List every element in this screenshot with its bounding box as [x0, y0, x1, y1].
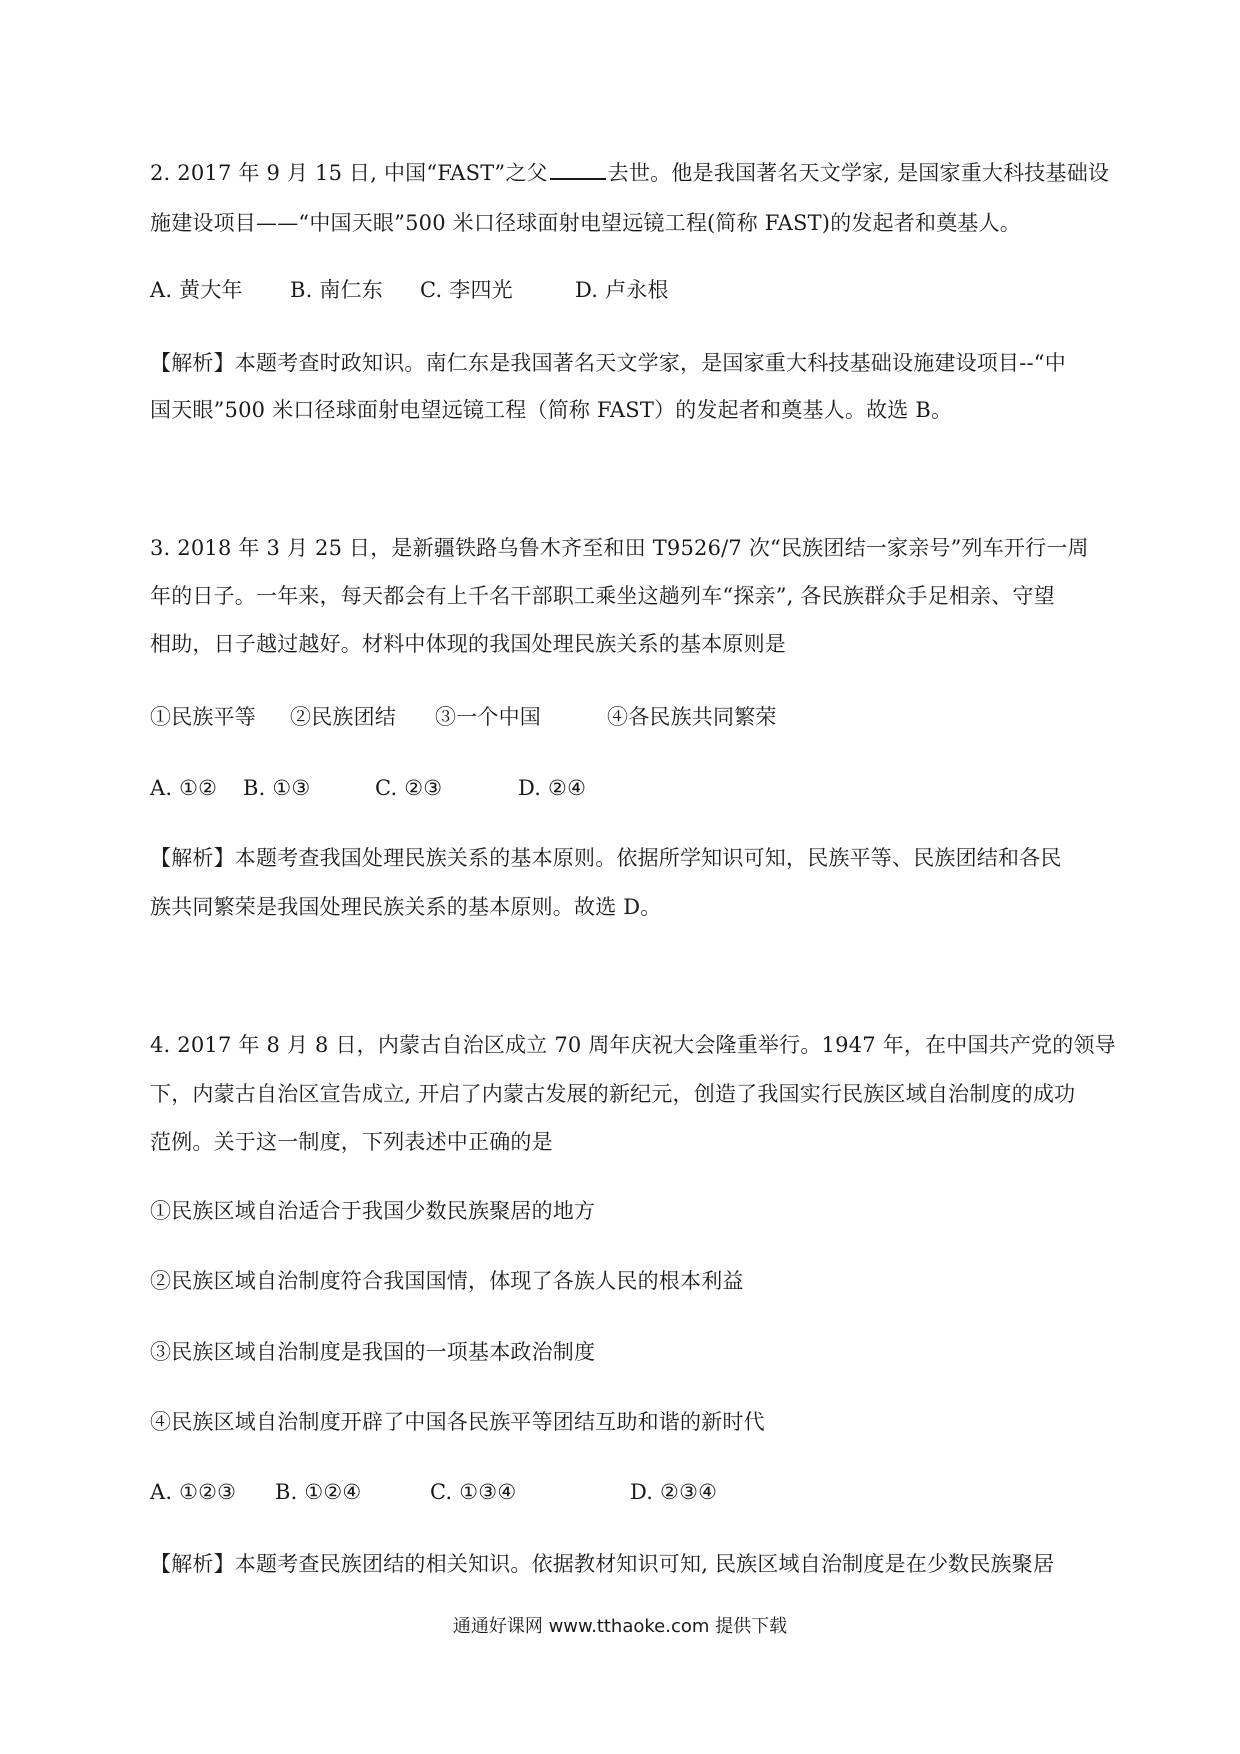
question-3-stem-line-1: 3. 2018 年 3 月 25 日，是新疆铁路乌鲁木齐至和田 T9526/7 次“民族团结一家亲号”列车开行一周 [150, 536, 1089, 560]
question-3-item-3: ③一个中国 [435, 705, 541, 729]
question-2-options [150, 275, 669, 305]
question-2-option-c: C. 李四光 [420, 278, 513, 302]
question-4-stem-line-3: 范例。关于这一制度，下列表述中正确的是 [150, 1130, 553, 1154]
question-4-option-b: B. ①②④ [275, 1480, 362, 1504]
question-2-option-b: B. 南仁东 [290, 278, 383, 302]
answer-blank [550, 158, 606, 180]
question-4-item-2: ②民族区域自治制度符合我国国情，体现了各族人民的根本利益 [150, 1269, 744, 1293]
question-4-options [150, 1477, 717, 1507]
question-4-stem-line-2: 下，内蒙古自治区宣告成立, 开启了内蒙古发展的新纪元，创造了我国实行民族区域自治制度的成功 [150, 1082, 1076, 1106]
question-3-stem-line-3: 相助，日子越过越好。材料中体现的我国处理民族关系的基本原则是 [150, 632, 786, 656]
question-3-analysis-line-2: 族共同繁荣是我国处理民族关系的基本原则。故选 D。 [150, 895, 662, 919]
question-3-option-d: D. ②④ [518, 776, 587, 800]
question-3-options [150, 773, 586, 803]
question-2-stem-part-a: 2. 2017 年 9 月 15 日, 中国“FAST”之父 [150, 161, 548, 185]
question-3-items [150, 702, 777, 732]
question-4-analysis-line-1: 【解析】本题考查民族团结的相关知识。依据教材知识可知, 民族区域自治制度是在少数民族聚居 [150, 1552, 1055, 1576]
page-footer: 通通好课网 www.tthaoke.com 提供下载 [452, 1616, 788, 1637]
question-2-stem-part-b: 去世。他是我国著名天文学家, 是国家重大科技基础设 [607, 161, 1110, 185]
question-2-stem-line-2: 施建设项目——“中国天眼”500 米口径球面射电望远镜工程(简称 FAST)的发起者和奠基人。 [150, 211, 1021, 235]
question-2-option-a: A. 黄大年 [150, 278, 243, 302]
question-4-option-c: C. ①③④ [430, 1480, 517, 1504]
question-2-analysis-line-2: 国天眼”500 米口径球面射电望远镜工程（简称 FAST）的发起者和奠基人。故选 B。 [150, 398, 953, 422]
question-3-option-a: A. ①② [150, 776, 218, 800]
question-4-option-d: D. ②③④ [630, 1480, 718, 1504]
question-4-item-4: ④民族区域自治制度开辟了中国各民族平等团结互助和谐的新时代 [150, 1410, 765, 1434]
question-3-stem-line-2: 年的日子。一年来，每天都会有上千名干部职工乘坐这趟列车“探亲”, 各民族群众手足相亲、守望 [150, 584, 1055, 608]
question-3-item-2: ②民族团结 [290, 705, 396, 729]
question-2-option-d: D. 卢永根 [575, 278, 669, 302]
question-3-option-c: C. ②③ [375, 776, 443, 800]
question-3-option-b: B. ①③ [243, 776, 311, 800]
question-4-item-1: ①民族区域自治适合于我国少数民族聚居的地方 [150, 1199, 596, 1223]
question-2-stem-line-1 [150, 158, 1109, 188]
question-3-item-1: ①民族平等 [150, 705, 256, 729]
question-3-item-4: ④各民族共同繁荣 [607, 705, 777, 729]
question-4-item-3: ③民族区域自治制度是我国的一项基本政治制度 [150, 1340, 596, 1364]
question-3-analysis-line-1: 【解析】本题考查我国处理民族关系的基本原则。依据所学知识可知，民族平等、民族团结和各民 [150, 846, 1062, 870]
question-4-option-a: A. ①②③ [150, 1480, 237, 1504]
question-2-analysis-line-1: 【解析】本题考查时政知识。南仁东是我国著名天文学家，是国家重大科技基础设施建设项目--“中 [150, 351, 1066, 375]
question-4-stem-line-1: 4. 2017 年 8 月 8 日，内蒙古自治区成立 70 周年庆祝大会隆重举行。1947 年，在中国共产党的领导 [150, 1033, 1116, 1057]
